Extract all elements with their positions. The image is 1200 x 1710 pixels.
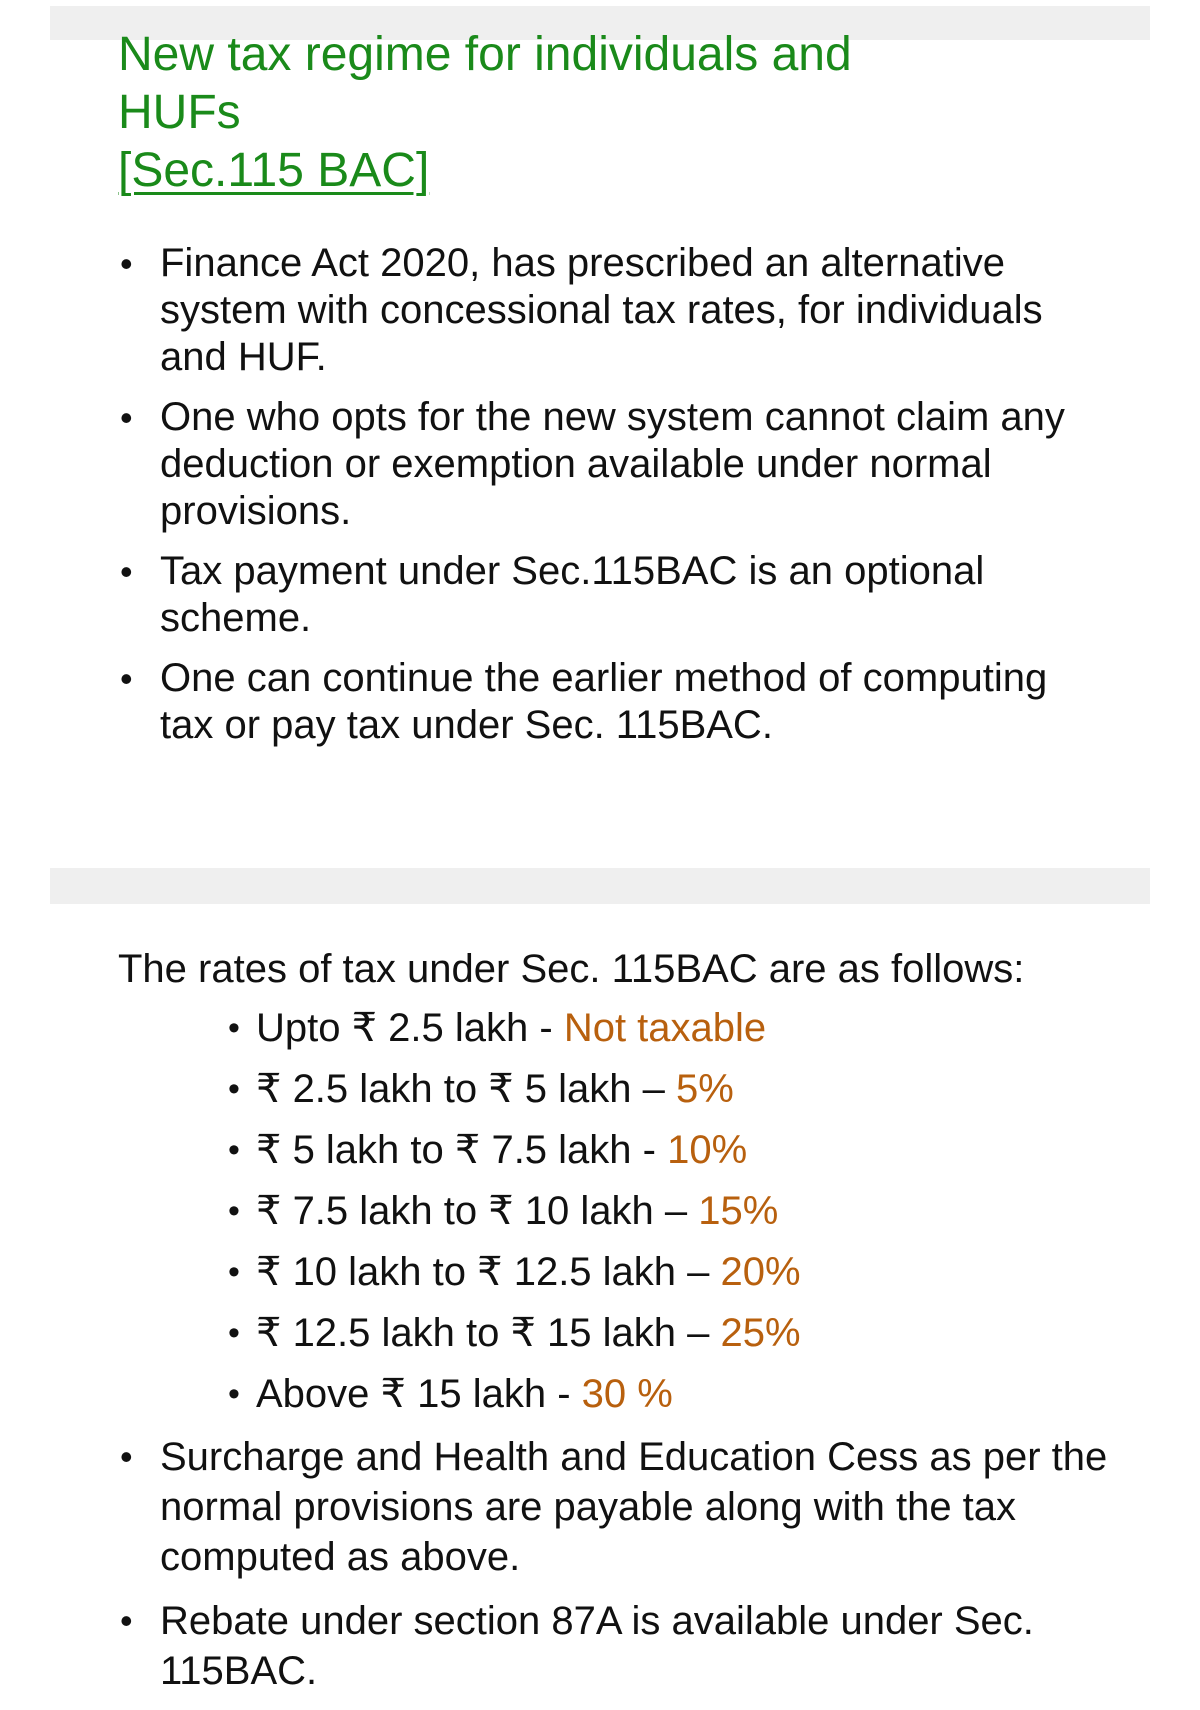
bullet-text: One who opts for the new system cannot claim any deduction or exemption available under normal provisions. — [160, 395, 1065, 533]
tax-rate-item — [228, 1308, 801, 1369]
income-range: Above ₹ 15 lakh - — [256, 1372, 582, 1416]
tax-rate-item — [228, 1247, 801, 1308]
list-item — [118, 394, 1108, 535]
rates-intro: The rates of tax under Sec. 115BAC are as follows: — [118, 947, 1025, 991]
income-range: ₹ 12.5 lakh to ₹ 15 lakh – — [256, 1311, 721, 1355]
title-line-2: HUFs — [118, 86, 241, 139]
income-range: ₹ 2.5 lakh to ₹ 5 lakh – — [256, 1067, 677, 1111]
bullet-icon: • — [228, 1009, 240, 1047]
slide2-bullet-list — [118, 1432, 1108, 1710]
tax-rate-item — [228, 1369, 801, 1430]
bullet-icon: • — [120, 243, 133, 284]
bullet-icon: • — [228, 1192, 240, 1230]
bullet-icon: • — [120, 1436, 133, 1477]
list-item — [118, 1596, 1108, 1696]
bullet-text: One can continue the earlier method of computing tax or pay tax under Sec. 115BAC. — [160, 656, 1048, 747]
list-item — [118, 240, 1108, 381]
list-item — [118, 1432, 1108, 1582]
bullet-icon: • — [228, 1375, 240, 1413]
tax-rate-value: 25% — [720, 1311, 801, 1355]
tax-rate-item — [228, 1003, 801, 1064]
income-range: Upto ₹ 2.5 lakh - — [256, 1006, 564, 1050]
bullet-icon: • — [228, 1070, 240, 1108]
tax-rate-value: 10% — [667, 1128, 748, 1172]
title-line-1: New tax regime for individuals and — [118, 28, 852, 81]
tax-rate-value: Not taxable — [563, 1006, 767, 1050]
bullet-text: Surcharge and Health and Education Cess as per the normal provisions are payable along with the tax computed as above. — [160, 1435, 1108, 1579]
bullet-icon: • — [228, 1131, 240, 1169]
bullet-icon: • — [120, 397, 133, 438]
income-range: ₹ 7.5 lakh to ₹ 10 lakh – — [256, 1189, 699, 1233]
bullet-text: Finance Act 2020, has prescribed an alternative system with concessional tax rates, for individuals and HUF. — [160, 241, 1043, 379]
income-range: ₹ 10 lakh to ₹ 12.5 lakh – — [256, 1250, 721, 1294]
section-reference-link[interactable]: [Sec.115 BAC] — [118, 144, 430, 197]
list-item — [118, 548, 1108, 642]
tax-rate-value: 20% — [720, 1250, 801, 1294]
slide-divider-bar — [50, 868, 1150, 904]
bullet-text: Rebate under section 87A is available under Sec. 115BAC. — [160, 1599, 1034, 1693]
bullet-icon: • — [120, 658, 133, 699]
tax-rate-value: 5% — [676, 1067, 734, 1111]
tax-rate-item — [228, 1064, 801, 1125]
tax-rate-list — [228, 1003, 801, 1430]
tax-rate-item — [228, 1186, 801, 1247]
bullet-icon: • — [120, 1600, 133, 1641]
list-item — [118, 655, 1108, 749]
page-title — [118, 26, 1098, 200]
tax-rate-item — [228, 1125, 801, 1186]
tax-rate-value: 30 % — [581, 1372, 673, 1416]
slide1-bullet-list — [118, 240, 1108, 762]
bullet-icon: • — [228, 1253, 240, 1291]
bullet-icon: • — [228, 1314, 240, 1352]
tax-rate-value: 15% — [698, 1189, 779, 1233]
bullet-text: Tax payment under Sec.115BAC is an optional scheme. — [160, 549, 985, 640]
income-range: ₹ 5 lakh to ₹ 7.5 lakh - — [256, 1128, 668, 1172]
bullet-icon: • — [120, 551, 133, 592]
